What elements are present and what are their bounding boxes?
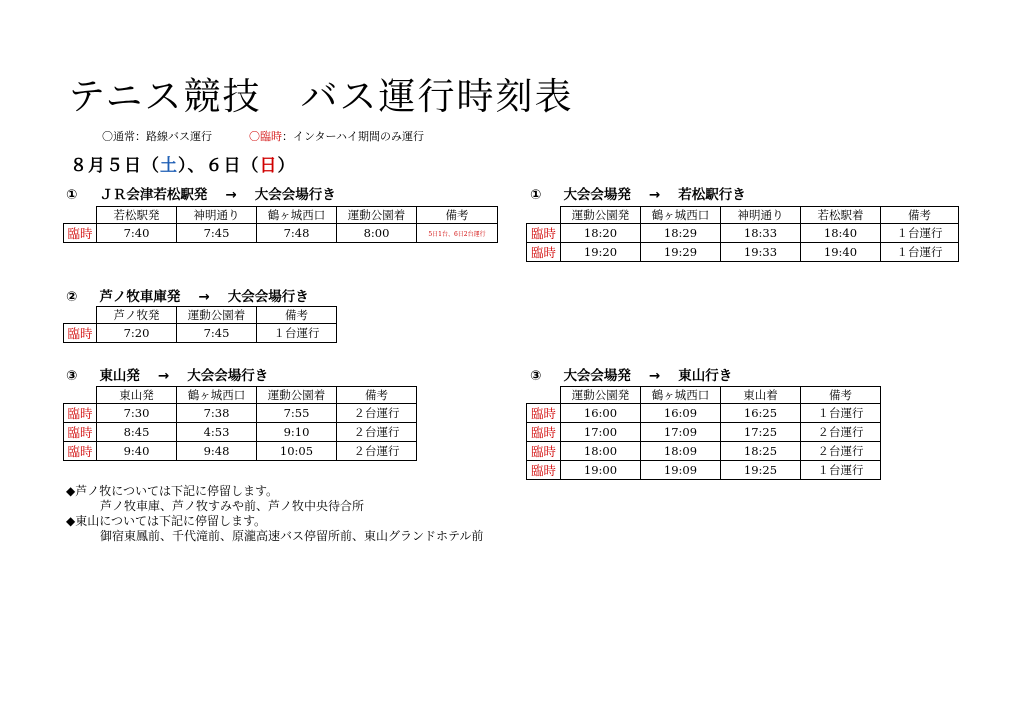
table-row <box>64 324 337 343</box>
blank-cell <box>64 387 97 404</box>
route-from: 芦ノ牧車庫発 <box>99 289 181 305</box>
date-part3: ） <box>277 156 296 176</box>
time-cell: 17:09 <box>641 423 721 442</box>
time-cell: 16:25 <box>721 404 801 423</box>
column-header: 運動公園着 <box>337 207 417 224</box>
column-header: 運動公園着 <box>257 387 337 404</box>
column-header: 鶴ヶ城西口 <box>257 207 337 224</box>
remarks-cell: １台運行 <box>881 224 959 243</box>
remarks-cell: ２台運行 <box>801 442 881 461</box>
time-cell: 19:20 <box>561 243 641 262</box>
blank-cell <box>527 387 561 404</box>
note-higashiyama: ◆東山については下記に停留します。 <box>66 514 267 528</box>
table-row <box>527 404 881 423</box>
column-header: 鶴ヶ城西口 <box>641 207 721 224</box>
table-row <box>64 423 417 442</box>
time-cell: 18:33 <box>721 224 801 243</box>
time-cell: 17:00 <box>561 423 641 442</box>
row-label: 臨時 <box>527 442 561 461</box>
timetable-1-outbound <box>63 206 498 243</box>
section-number: ① <box>66 187 78 203</box>
time-cell: 9:10 <box>257 423 337 442</box>
remarks-cell: ２台運行 <box>337 442 417 461</box>
time-cell: 19:33 <box>721 243 801 262</box>
row-label: 臨時 <box>527 404 561 423</box>
column-header: 鶴ヶ城西口 <box>641 387 721 404</box>
column-header: 神明通り <box>721 207 801 224</box>
remarks-cell: １台運行 <box>257 324 337 343</box>
row-label: 臨時 <box>64 224 97 243</box>
arrow-icon: → <box>157 368 170 384</box>
time-cell: 19:40 <box>801 243 881 262</box>
timetable-1-return <box>526 206 959 262</box>
note-ashinomaki: ◆芦ノ牧については下記に停留します。 <box>66 484 279 498</box>
time-cell: 19:09 <box>641 461 721 480</box>
blank-cell <box>64 207 97 224</box>
column-header: 鶴ヶ城西口 <box>177 387 257 404</box>
column-header: 芦ノ牧発 <box>97 307 177 324</box>
route-to: 大会会場行き <box>227 289 309 305</box>
section-heading-2 <box>66 285 309 305</box>
legend-special-text: ：インターハイ期間のみ運行 <box>282 130 425 143</box>
column-header: 運動公園着 <box>177 307 257 324</box>
row-label: 臨時 <box>527 224 561 243</box>
section-number: ② <box>66 289 78 305</box>
route-to: 大会会場行き <box>187 368 269 384</box>
timetable-2 <box>63 306 337 343</box>
route-to: 東山行き <box>678 368 733 384</box>
page-title: テニス競技 バス運行時刻表 <box>68 75 574 118</box>
route-from: 大会会場発 <box>563 187 631 203</box>
remarks-cell: １台運行 <box>801 461 881 480</box>
table-row <box>527 461 881 480</box>
time-cell: 17:25 <box>721 423 801 442</box>
time-cell: 9:40 <box>97 442 177 461</box>
table-row <box>527 442 881 461</box>
section-heading-3-return <box>530 364 732 384</box>
time-cell: 9:48 <box>177 442 257 461</box>
table-row <box>64 404 417 423</box>
time-cell: 7:45 <box>177 224 257 243</box>
time-cell: 4:53 <box>177 423 257 442</box>
column-header: 備考 <box>881 207 959 224</box>
legend-normal: 〇通常：路線バス運行 <box>102 130 212 143</box>
row-label: 臨時 <box>64 324 97 343</box>
time-cell: 19:00 <box>561 461 641 480</box>
column-header: 備考 <box>801 387 881 404</box>
remarks-cell: ２台運行 <box>337 423 417 442</box>
date-line <box>70 151 296 176</box>
legend <box>102 128 424 144</box>
arrow-icon: → <box>648 187 661 203</box>
time-cell: 10:05 <box>257 442 337 461</box>
table-row <box>527 224 959 243</box>
date-sunday: 日 <box>259 156 278 176</box>
route-from: 大会会場発 <box>563 368 631 384</box>
column-header: 若松駅発 <box>97 207 177 224</box>
notes <box>66 484 483 544</box>
timetable-3-return <box>526 386 881 480</box>
legend-special-mark: 〇臨時 <box>249 130 282 143</box>
table-row <box>527 243 959 262</box>
time-cell: 7:40 <box>97 224 177 243</box>
date-part2: ）、６日（ <box>178 156 260 176</box>
time-cell: 7:48 <box>257 224 337 243</box>
route-to: 若松駅行き <box>678 187 746 203</box>
time-cell: 7:38 <box>177 404 257 423</box>
row-label: 臨時 <box>527 423 561 442</box>
column-header: 運動公園発 <box>561 387 641 404</box>
arrow-icon: → <box>648 368 661 384</box>
date-part1: ８月５日（ <box>70 156 160 176</box>
column-header: 備考 <box>417 207 498 224</box>
arrow-icon: → <box>198 289 210 305</box>
column-header: 東山発 <box>97 387 177 404</box>
column-header: 運動公園発 <box>561 207 641 224</box>
route-from: ＪＲ会津若松駅発 <box>99 187 208 203</box>
remarks-cell: １台運行 <box>881 243 959 262</box>
blank-cell <box>527 207 561 224</box>
remarks-cell: １台運行 <box>801 404 881 423</box>
arrow-icon: → <box>225 187 237 203</box>
row-label: 臨時 <box>64 423 97 442</box>
route-to: 大会会場行き <box>254 187 336 203</box>
time-cell: 18:29 <box>641 224 721 243</box>
section-heading-3-outbound <box>66 364 268 384</box>
section-number: ③ <box>530 368 542 384</box>
column-header: 神明通り <box>177 207 257 224</box>
table-row <box>527 423 881 442</box>
note-ashinomaki-stops: 芦ノ牧車庫、芦ノ牧すみや前、芦ノ牧中央待合所 <box>100 499 365 513</box>
row-label: 臨時 <box>527 243 561 262</box>
time-cell: 7:20 <box>97 324 177 343</box>
column-header: 備考 <box>257 307 337 324</box>
time-cell: 8:00 <box>337 224 417 243</box>
route-from: 東山発 <box>99 368 140 384</box>
table-row <box>64 442 417 461</box>
time-cell: 18:25 <box>721 442 801 461</box>
remarks-cell: ２台運行 <box>337 404 417 423</box>
column-header: 若松駅着 <box>801 207 881 224</box>
column-header: 備考 <box>337 387 417 404</box>
time-cell: 19:25 <box>721 461 801 480</box>
time-cell: 7:45 <box>177 324 257 343</box>
time-cell: 16:09 <box>641 404 721 423</box>
row-label: 臨時 <box>527 461 561 480</box>
blank-cell <box>64 307 97 324</box>
note-higashiyama-stops: 御宿東鳳前、千代滝前、原瀧高速バス停留所前、東山グランドホテル前 <box>100 529 484 543</box>
time-cell: 8:45 <box>97 423 177 442</box>
time-cell: 7:30 <box>97 404 177 423</box>
section-heading-1-outbound <box>66 183 336 203</box>
section-number: ③ <box>66 368 78 384</box>
timetable-3-outbound <box>63 386 417 461</box>
time-cell: 18:09 <box>641 442 721 461</box>
time-cell: 7:55 <box>257 404 337 423</box>
remarks-cell: ２台運行 <box>801 423 881 442</box>
table-row <box>64 224 498 243</box>
date-saturday: 土 <box>160 156 178 176</box>
time-cell: 16:00 <box>561 404 641 423</box>
time-cell: 19:29 <box>641 243 721 262</box>
section-heading-1-return <box>530 183 746 203</box>
time-cell: 18:00 <box>561 442 641 461</box>
remarks-cell: 5日1台、6日2台運行 <box>417 224 498 243</box>
row-label: 臨時 <box>64 404 97 423</box>
row-label: 臨時 <box>64 442 97 461</box>
time-cell: 18:20 <box>561 224 641 243</box>
section-number: ① <box>530 187 542 203</box>
time-cell: 18:40 <box>801 224 881 243</box>
column-header: 東山着 <box>721 387 801 404</box>
